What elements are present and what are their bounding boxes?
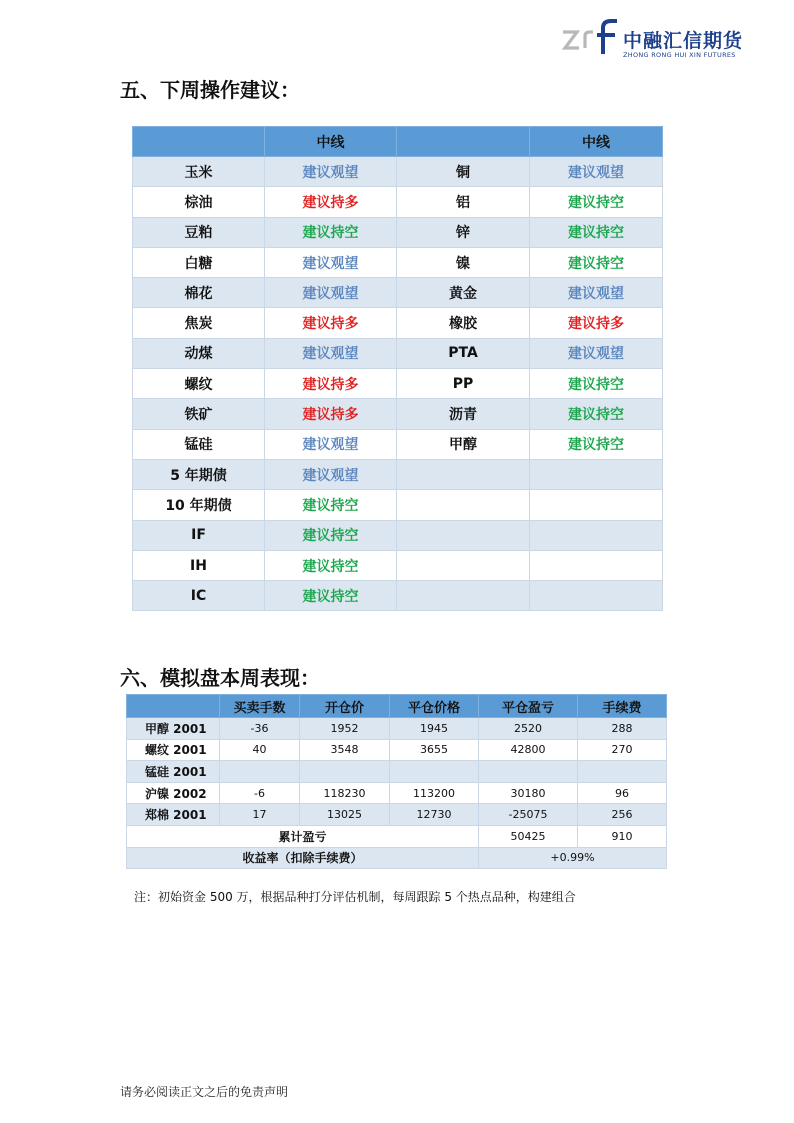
- header-cell: 平仓价格: [390, 695, 479, 718]
- commodity-name: 动煤: [133, 338, 265, 368]
- advice-cell: 建议持多: [265, 308, 397, 338]
- table-row: [127, 739, 667, 761]
- value-cell: 17: [220, 804, 300, 826]
- table-row: [133, 308, 663, 338]
- value-cell: [578, 761, 667, 783]
- advice-cell: 建议持空: [530, 187, 663, 217]
- table-row: [133, 459, 663, 489]
- company-logo: [561, 18, 746, 62]
- table-row: [133, 369, 663, 399]
- commodity-name: 豆粕: [133, 217, 265, 247]
- value-cell: 113200: [390, 782, 479, 804]
- advice-cell: 建议持空: [265, 550, 397, 580]
- commodity-name: 10 年期债: [133, 490, 265, 520]
- table-row: [127, 761, 667, 783]
- commodity-name: 铝: [397, 187, 530, 217]
- advice-cell: 建议观望: [265, 338, 397, 368]
- value-cell: 2520: [479, 718, 578, 740]
- value-cell: 40: [220, 739, 300, 761]
- value-cell: 30180: [479, 782, 578, 804]
- commodity-name: 棉花: [133, 278, 265, 308]
- commodity-name: IC: [133, 581, 265, 611]
- commodity-name: 铁矿: [133, 399, 265, 429]
- header-cell: 手续费: [578, 695, 667, 718]
- table-row: [133, 217, 663, 247]
- table-row: [133, 338, 663, 368]
- advice-cell: 建议观望: [265, 247, 397, 277]
- advice-cell: 建议观望: [265, 459, 397, 489]
- value-cell: 3548: [300, 739, 390, 761]
- advice-cell: 建议持空: [530, 369, 663, 399]
- advice-cell: 建议持空: [265, 581, 397, 611]
- value-cell: 256: [578, 804, 667, 826]
- return-label: 收益率（扣除手续费）: [127, 847, 479, 869]
- header-blank-right: [397, 127, 530, 157]
- contract-name: 锰硅 2001: [127, 761, 220, 783]
- table-row: [127, 718, 667, 740]
- advice-cell: 建议持空: [265, 520, 397, 550]
- commodity-name: IF: [133, 520, 265, 550]
- value-cell: [300, 761, 390, 783]
- note-text: 注：初始资金 500 万，根据品种打分评估机制，每周跟踪 5 个热点品种，构建组合: [134, 890, 576, 904]
- value-cell: -6: [220, 782, 300, 804]
- advice-cell: 建议观望: [265, 429, 397, 459]
- value-cell: 3655: [390, 739, 479, 761]
- commodity-name: PP: [397, 369, 530, 399]
- advice-cell: 建议持多: [530, 308, 663, 338]
- table-row: [133, 247, 663, 277]
- advice-table-header: [133, 127, 663, 157]
- commodity-name: 甲醇: [397, 429, 530, 459]
- advice-cell: 建议持空: [530, 247, 663, 277]
- commodity-name: 焦炭: [133, 308, 265, 338]
- total-row: [127, 825, 667, 847]
- advice-cell: 建议观望: [530, 278, 663, 308]
- value-cell: 1952: [300, 718, 390, 740]
- section-title-weekly-advice: 五、下周操作建议：: [120, 78, 300, 102]
- advice-cell: 建议持多: [265, 187, 397, 217]
- advice-cell: 建议持空: [530, 217, 663, 247]
- advice-cell: 建议持空: [530, 399, 663, 429]
- commodity-name: 沥青: [397, 399, 530, 429]
- header-cell: 买卖手数: [220, 695, 300, 718]
- advice-cell: [530, 550, 663, 580]
- logo-chinese-name: 中融汇信期货: [623, 30, 744, 52]
- table-row: [133, 399, 663, 429]
- total-pnl: 50425: [479, 825, 578, 847]
- simulation-table-header: [127, 695, 667, 718]
- commodity-name: 黄金: [397, 278, 530, 308]
- value-cell: 13025: [300, 804, 390, 826]
- commodity-name: 橡胶: [397, 308, 530, 338]
- advice-cell: [530, 520, 663, 550]
- advice-cell: 建议持多: [265, 399, 397, 429]
- commodity-name: 锌: [397, 217, 530, 247]
- header-term-right: 中线: [530, 127, 663, 157]
- value-cell: 1945: [390, 718, 479, 740]
- commodity-name: [397, 490, 530, 520]
- section-title-simulation: 六、模拟盘本周表现：: [120, 666, 320, 690]
- contract-name: 甲醇 2001: [127, 718, 220, 740]
- header-cell: 平仓盈亏: [479, 695, 578, 718]
- table-row: [133, 581, 663, 611]
- commodity-name: 棕油: [133, 187, 265, 217]
- value-cell: [479, 761, 578, 783]
- commodity-name: PTA: [397, 338, 530, 368]
- contract-name: 郑棉 2001: [127, 804, 220, 826]
- value-cell: 12730: [390, 804, 479, 826]
- header-term-left: 中线: [265, 127, 397, 157]
- advice-cell: 建议观望: [530, 338, 663, 368]
- commodity-name: [397, 581, 530, 611]
- return-value: +0.99%: [479, 847, 667, 869]
- advice-table: [132, 126, 663, 611]
- advice-cell: [530, 490, 663, 520]
- advice-cell: 建议持空: [265, 490, 397, 520]
- value-cell: 96: [578, 782, 667, 804]
- commodity-name: IH: [133, 550, 265, 580]
- table-row: [133, 490, 663, 520]
- commodity-name: [397, 459, 530, 489]
- advice-cell: 建议持多: [265, 369, 397, 399]
- table-row: [133, 550, 663, 580]
- advice-cell: [530, 581, 663, 611]
- footer-disclaimer: 请务必阅读正文之后的免责声明: [120, 1085, 289, 1099]
- value-cell: [390, 761, 479, 783]
- advice-cell: 建议观望: [530, 157, 663, 187]
- value-cell: 288: [578, 718, 667, 740]
- simulation-table: [126, 694, 667, 869]
- advice-cell: 建议观望: [265, 157, 397, 187]
- commodity-name: 玉米: [133, 157, 265, 187]
- commodity-name: 白糖: [133, 247, 265, 277]
- header-cell: 开仓价: [300, 695, 390, 718]
- commodity-name: [397, 550, 530, 580]
- table-row: [133, 520, 663, 550]
- value-cell: 270: [578, 739, 667, 761]
- table-row: [133, 187, 663, 217]
- table-row: [133, 429, 663, 459]
- logo-english-name: ZHONG RONG HUI XIN FUTURES: [623, 51, 736, 59]
- value-cell: 118230: [300, 782, 390, 804]
- commodity-name: 螺纹: [133, 369, 265, 399]
- advice-cell: [530, 459, 663, 489]
- header-blank-left: [133, 127, 265, 157]
- advice-cell: 建议观望: [265, 278, 397, 308]
- commodity-name: [397, 520, 530, 550]
- commodity-name: 锰硅: [133, 429, 265, 459]
- commodity-name: 铜: [397, 157, 530, 187]
- total-fee: 910: [578, 825, 667, 847]
- contract-name: 沪镍 2002: [127, 782, 220, 804]
- table-row: [127, 804, 667, 826]
- advice-cell: 建议持空: [265, 217, 397, 247]
- value-cell: 42800: [479, 739, 578, 761]
- advice-cell: 建议持空: [530, 429, 663, 459]
- value-cell: -25075: [479, 804, 578, 826]
- zrf-logo-icon: [561, 18, 621, 62]
- header-cell: [127, 695, 220, 718]
- value-cell: [220, 761, 300, 783]
- table-row: [127, 782, 667, 804]
- total-label: 累计盈亏: [127, 825, 479, 847]
- value-cell: -36: [220, 718, 300, 740]
- table-row: [133, 278, 663, 308]
- commodity-name: 镍: [397, 247, 530, 277]
- table-row: [133, 157, 663, 187]
- commodity-name: 5 年期债: [133, 459, 265, 489]
- return-row: [127, 847, 667, 869]
- contract-name: 螺纹 2001: [127, 739, 220, 761]
